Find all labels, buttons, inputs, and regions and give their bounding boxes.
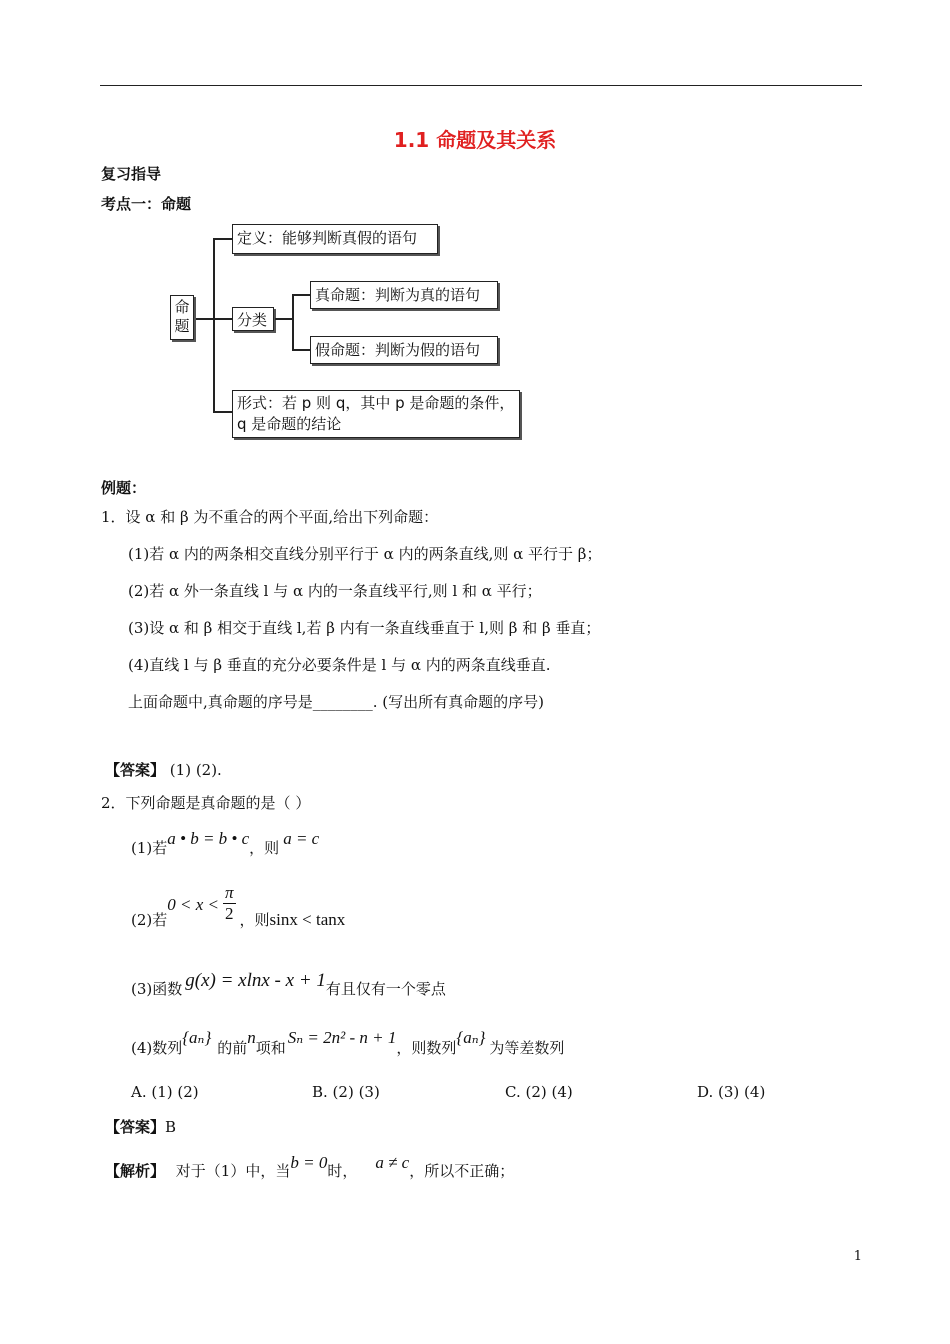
main-trunk — [213, 238, 215, 411]
q2-item-4-n: n — [247, 1028, 256, 1047]
q1-item-4: (4)直线 l 与 β 垂直的充分必要条件是 l 与 α 内的两条直线垂直. — [128, 656, 551, 674]
q2-stem: 2．下列命题是真命题的是（ ） — [101, 794, 311, 812]
q2-item-4-suffix: 为等差数列 — [489, 1039, 565, 1057]
q2-item-3-suffix: 有且仅有一个零点 — [325, 980, 446, 998]
q2-answer — [105, 1116, 176, 1137]
section-heading: 复习指导 — [101, 165, 162, 183]
true-prop-box: 真命题：判断为真的语句 — [310, 281, 498, 309]
branch-form — [213, 411, 233, 413]
category-box: 分类 — [232, 307, 274, 331]
q2-item-1-concl: a = c — [283, 829, 320, 848]
q2-item-2-pi: π — [225, 883, 234, 902]
q2-option-c: C. (2) (4) — [505, 1083, 573, 1101]
q2-item-1-prefix: (1)若 — [131, 839, 168, 857]
q2-answer-value: B — [165, 1118, 177, 1136]
q1-item-1: (1)若 α 内的两条相交直线分别平行于 α 内的两条直线,则 α 平行于 β； — [128, 545, 602, 563]
category-connector — [275, 318, 293, 320]
page-number: 1 — [853, 1249, 862, 1264]
q2-analysis-expr1: b = 0 — [290, 1153, 328, 1172]
q2-analysis-a: 对于（1）中，当 — [175, 1162, 291, 1180]
q2-item-4-mid3: ，则数列 — [396, 1039, 457, 1057]
q2-item-1-mid: ，则 — [249, 839, 280, 857]
q2-item-4-mid2: 项和 — [255, 1039, 286, 1057]
q2-analysis-expr2: a ≠ c — [375, 1153, 410, 1172]
q2-item-1-expr: a • b = b • c — [167, 829, 250, 848]
form-box — [232, 390, 520, 438]
q2-analysis-b: 时， — [327, 1162, 358, 1180]
q2-analysis — [105, 1152, 515, 1180]
page-title: 1.1 命题及其关系 — [393, 128, 557, 152]
header-rule — [100, 85, 862, 86]
form-line-2: q 是命题的结论 — [237, 415, 342, 433]
q2-answer-label: 【答案】 — [105, 1118, 166, 1136]
q2-option-d: D. (3) (4) — [697, 1083, 766, 1101]
q2-item-2-mid: ，则 — [239, 911, 270, 929]
branch-category — [213, 318, 233, 320]
branch-definition — [213, 238, 233, 240]
definition-box: 定义：能够判断真假的语句 — [232, 224, 438, 254]
topic-heading: 考点一：命题 — [101, 195, 192, 213]
q2-item-4-prefix: (4)数列 — [131, 1039, 183, 1057]
q2-option-a: A. (1) (2) — [131, 1083, 199, 1101]
q2-item-2-concl: sinx < tanx — [269, 910, 346, 929]
q2-item-2 — [131, 883, 346, 929]
q1-answer-label: 【答案】 — [105, 761, 166, 779]
q2-item-2-expr: 0 < x < — [167, 895, 219, 914]
q2-item-4-seq: {aₙ} — [182, 1028, 212, 1047]
false-prop-box: 假命题：判断为假的语句 — [310, 336, 498, 364]
q1-item-2: (2)若 α 外一条直线 l 与 α 内的一条直线平行,则 l 和 α 平行； — [128, 582, 542, 600]
q2-item-3-prefix: (3)函数 — [131, 980, 183, 998]
q1-prompt: 上面命题中,真命题的序号是________. (写出所有真命题的序号) — [128, 693, 545, 711]
q1-answer — [105, 759, 222, 780]
branch-true — [292, 294, 311, 296]
q1-answer-value: (1) (2). — [169, 761, 222, 779]
q2-item-4-expr: Sₙ = 2n² - n + 1 — [287, 1028, 397, 1047]
q2-item-1 — [131, 829, 320, 857]
q2-item-2-prefix: (2)若 — [131, 911, 168, 929]
q2-analysis-c: ，所以不正确； — [409, 1162, 515, 1180]
q2-item-4-seq2: {aₙ} — [456, 1028, 486, 1047]
q2-item-2-fraction — [223, 883, 236, 924]
q2-option-b: B. (2) (3) — [312, 1083, 380, 1101]
q2-item-3 — [131, 970, 446, 998]
category-trunk — [292, 294, 294, 350]
branch-false — [292, 349, 311, 351]
form-line-1: 形式：若 p 则 q，其中 p 是命题的条件， — [237, 394, 515, 412]
q1-stem: 1．设 α 和 β 为不重合的两个平面,给出下列命题： — [101, 508, 439, 526]
q2-analysis-label: 【解析】 — [105, 1162, 166, 1180]
q2-item-3-expr: g(x) = xlnx - x + 1 — [185, 970, 326, 991]
root-connector — [196, 318, 214, 320]
diagram-root: 命 题 — [170, 295, 194, 340]
q1-item-3: (3)设 α 和 β 相交于直线 l,若 β 内有一条直线垂直于 l,则 β 和 β 垂直； — [128, 619, 601, 637]
q2-item-4-mid1: 的前 — [217, 1039, 248, 1057]
q2-item-4 — [131, 1027, 565, 1057]
q2-item-2-den: 2 — [225, 904, 234, 923]
examples-heading: 例题： — [101, 479, 147, 497]
